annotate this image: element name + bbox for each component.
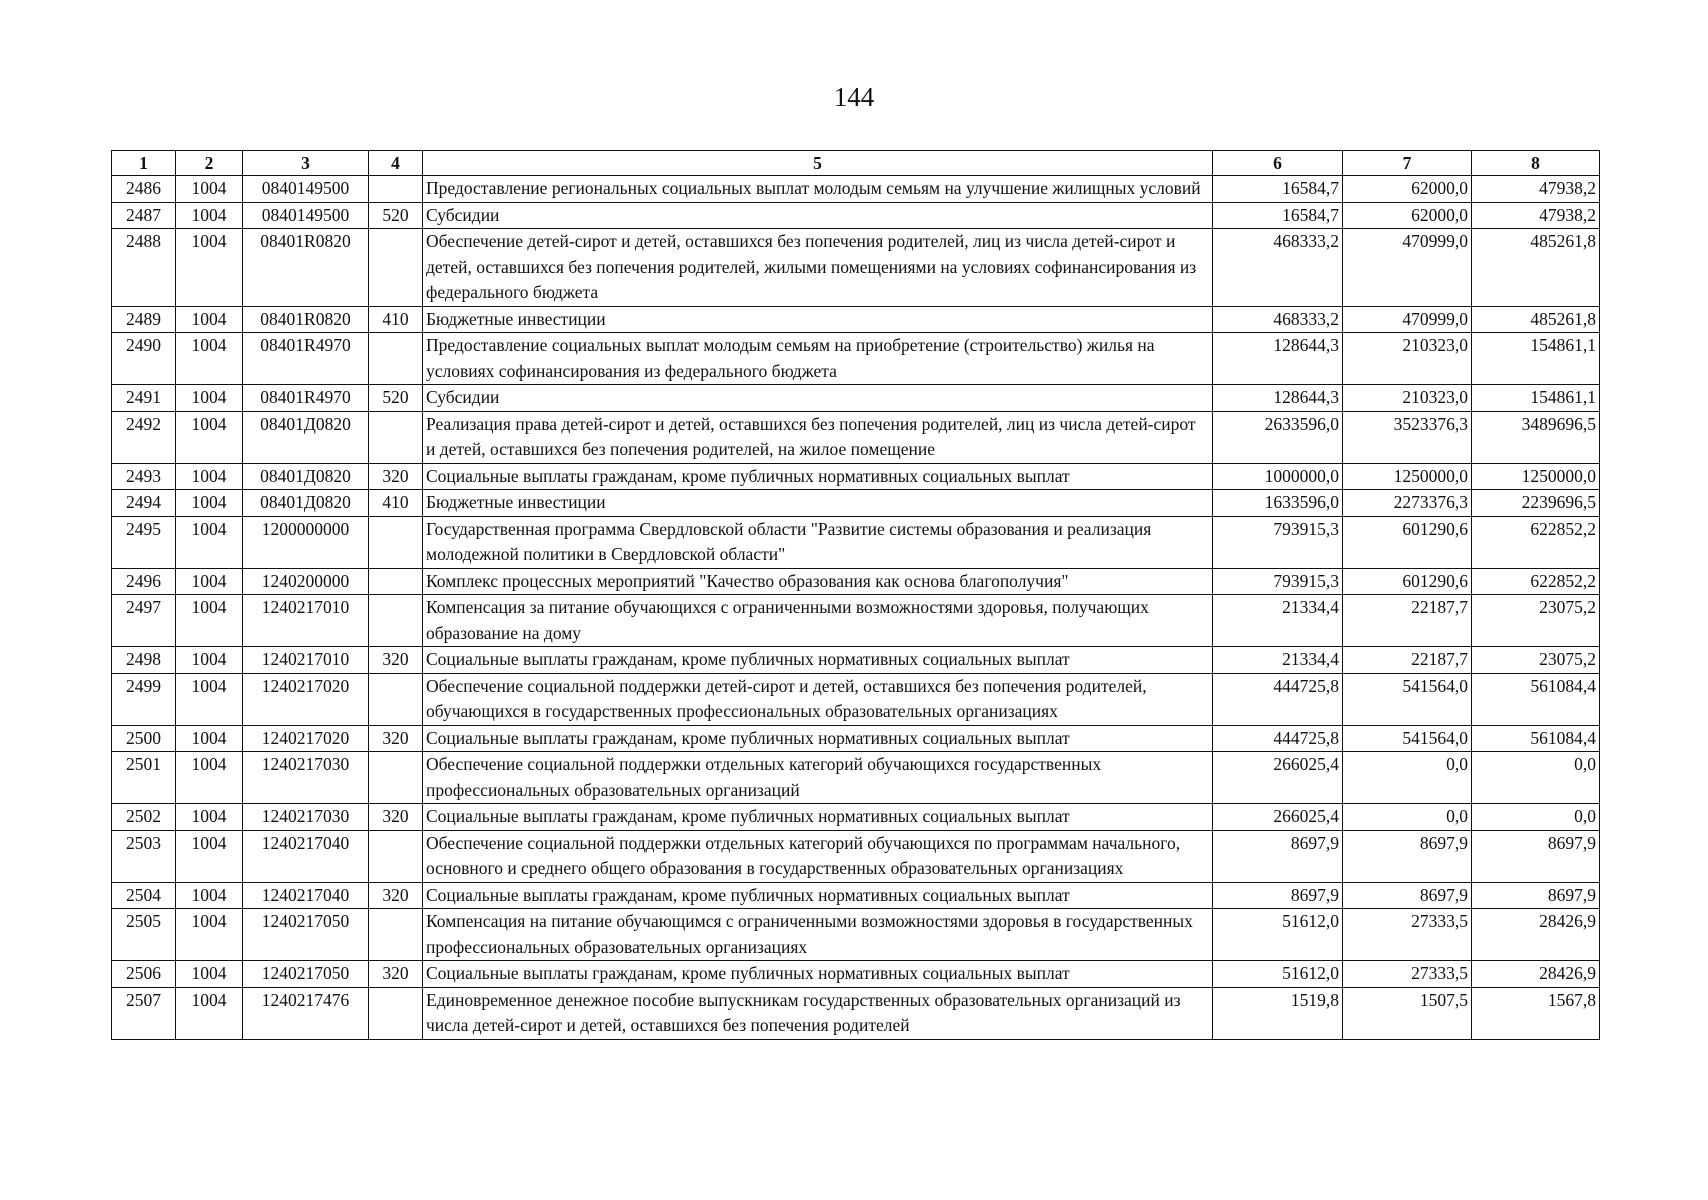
table-row	[112, 229, 1600, 307]
row-number-cell: 2498	[112, 647, 176, 674]
column-header-7: 7	[1343, 151, 1472, 176]
amount-col7-cell: 27333,5	[1343, 909, 1472, 961]
amount-col7-cell: 22187,7	[1343, 647, 1472, 674]
section-code-cell: 1004	[176, 568, 243, 595]
target-code-cell: 08401R0820	[243, 229, 369, 307]
table-row	[112, 987, 1600, 1039]
amount-col8-cell: 0,0	[1472, 804, 1600, 831]
expense-type-cell	[369, 516, 423, 568]
target-code-cell: 0840149500	[243, 202, 369, 229]
row-number-cell: 2506	[112, 961, 176, 988]
expense-type-cell: 520	[369, 202, 423, 229]
expense-type-cell: 320	[369, 725, 423, 752]
target-code-cell: 1240217020	[243, 725, 369, 752]
target-code-cell: 0840149500	[243, 176, 369, 203]
description-cell: Компенсация за питание обучающихся с ограниченными возможностями здоровья, получающих образование на дому	[423, 595, 1213, 647]
row-number-cell: 2504	[112, 882, 176, 909]
amount-col7-cell: 8697,9	[1343, 882, 1472, 909]
column-header-8: 8	[1472, 151, 1600, 176]
amount-col6-cell: 8697,9	[1213, 830, 1343, 882]
amount-col7-cell: 8697,9	[1343, 830, 1472, 882]
row-number-cell: 2489	[112, 306, 176, 333]
description-cell: Социальные выплаты гражданам, кроме публичных нормативных социальных выплат	[423, 882, 1213, 909]
description-cell: Обеспечение социальной поддержки отдельных категорий обучающихся по программам начального, основного и среднего общего образования в государственных образовательных организациях	[423, 830, 1213, 882]
description-cell: Бюджетные инвестиции	[423, 490, 1213, 517]
amount-col6-cell: 51612,0	[1213, 961, 1343, 988]
table-row	[112, 568, 1600, 595]
table-row	[112, 804, 1600, 831]
target-code-cell: 1240217030	[243, 804, 369, 831]
section-code-cell: 1004	[176, 909, 243, 961]
column-header-4: 4	[369, 151, 423, 176]
row-number-cell: 2507	[112, 987, 176, 1039]
row-number-cell: 2487	[112, 202, 176, 229]
section-code-cell: 1004	[176, 987, 243, 1039]
amount-col6-cell: 468333,2	[1213, 306, 1343, 333]
amount-col6-cell: 16584,7	[1213, 176, 1343, 203]
amount-col7-cell: 601290,6	[1343, 568, 1472, 595]
header-row	[112, 151, 1600, 176]
amount-col7-cell: 1250000,0	[1343, 463, 1472, 490]
description-cell: Обеспечение детей-сирот и детей, оставшихся без попечения родителей, лиц из числа детей-сирот и детей, оставшихся без попечения родителей, жилыми помещениями на условиях софинансирования из федерального бюджета	[423, 229, 1213, 307]
expense-type-cell: 410	[369, 490, 423, 517]
target-code-cell: 08401Д0820	[243, 463, 369, 490]
amount-col7-cell: 3523376,3	[1343, 411, 1472, 463]
description-cell: Обеспечение социальной поддержки отдельных категорий обучающихся государственных профессиональных образовательных организаций	[423, 752, 1213, 804]
expense-type-cell	[369, 176, 423, 203]
expense-type-cell	[369, 909, 423, 961]
target-code-cell: 1240217010	[243, 595, 369, 647]
table-body	[112, 176, 1600, 1040]
amount-col7-cell: 210323,0	[1343, 385, 1472, 412]
amount-col6-cell: 444725,8	[1213, 725, 1343, 752]
target-code-cell: 08401Д0820	[243, 411, 369, 463]
target-code-cell: 1240217040	[243, 830, 369, 882]
section-code-cell: 1004	[176, 463, 243, 490]
amount-col6-cell: 1519,8	[1213, 987, 1343, 1039]
table-row	[112, 490, 1600, 517]
expense-type-cell	[369, 673, 423, 725]
amount-col8-cell: 47938,2	[1472, 202, 1600, 229]
expense-type-cell: 410	[369, 306, 423, 333]
page-number: 144	[833, 82, 875, 112]
amount-col7-cell: 210323,0	[1343, 333, 1472, 385]
amount-col7-cell: 470999,0	[1343, 306, 1472, 333]
description-cell: Социальные выплаты гражданам, кроме публичных нормативных социальных выплат	[423, 463, 1213, 490]
budget-table	[111, 150, 1600, 1040]
row-number-cell: 2501	[112, 752, 176, 804]
table-row	[112, 202, 1600, 229]
amount-col8-cell: 154861,1	[1472, 333, 1600, 385]
expense-type-cell: 320	[369, 961, 423, 988]
table-row	[112, 385, 1600, 412]
amount-col6-cell: 266025,4	[1213, 804, 1343, 831]
amount-col6-cell: 444725,8	[1213, 673, 1343, 725]
amount-col8-cell: 1250000,0	[1472, 463, 1600, 490]
amount-col8-cell: 485261,8	[1472, 229, 1600, 307]
section-code-cell: 1004	[176, 804, 243, 831]
row-number-cell: 2502	[112, 804, 176, 831]
target-code-cell: 08401R0820	[243, 306, 369, 333]
row-number-cell: 2500	[112, 725, 176, 752]
description-cell: Социальные выплаты гражданам, кроме публичных нормативных социальных выплат	[423, 725, 1213, 752]
description-cell: Субсидии	[423, 385, 1213, 412]
target-code-cell: 1240217040	[243, 882, 369, 909]
section-code-cell: 1004	[176, 752, 243, 804]
amount-col8-cell: 154861,1	[1472, 385, 1600, 412]
amount-col6-cell: 16584,7	[1213, 202, 1343, 229]
amount-col8-cell: 23075,2	[1472, 595, 1600, 647]
section-code-cell: 1004	[176, 229, 243, 307]
target-code-cell: 08401R4970	[243, 385, 369, 412]
row-number-cell: 2496	[112, 568, 176, 595]
amount-col8-cell: 622852,2	[1472, 516, 1600, 568]
row-number-cell: 2490	[112, 333, 176, 385]
amount-col6-cell: 1000000,0	[1213, 463, 1343, 490]
amount-col8-cell: 8697,9	[1472, 882, 1600, 909]
table-row	[112, 882, 1600, 909]
section-code-cell: 1004	[176, 647, 243, 674]
description-cell: Обеспечение социальной поддержки детей-сирот и детей, оставшихся без попечения родителей, обучающихся в государственных профессиональных образовательных организациях	[423, 673, 1213, 725]
description-cell: Социальные выплаты гражданам, кроме публичных нормативных социальных выплат	[423, 647, 1213, 674]
row-number-cell: 2488	[112, 229, 176, 307]
amount-col6-cell: 128644,3	[1213, 385, 1343, 412]
expense-type-cell: 320	[369, 647, 423, 674]
table-row	[112, 411, 1600, 463]
amount-col7-cell: 0,0	[1343, 752, 1472, 804]
column-header-3: 3	[243, 151, 369, 176]
section-code-cell: 1004	[176, 725, 243, 752]
target-code-cell: 1240217030	[243, 752, 369, 804]
amount-col6-cell: 21334,4	[1213, 595, 1343, 647]
expense-type-cell	[369, 752, 423, 804]
table-row	[112, 176, 1600, 203]
row-number-cell: 2503	[112, 830, 176, 882]
amount-col7-cell: 62000,0	[1343, 176, 1472, 203]
expense-type-cell: 320	[369, 804, 423, 831]
description-cell: Государственная программа Свердловской области "Развитие системы образования и реализация молодежной политики в Свердловской области"	[423, 516, 1213, 568]
amount-col8-cell: 561084,4	[1472, 673, 1600, 725]
description-cell: Единовременное денежное пособие выпускникам государственных образовательных организаций из числа детей-сирот и детей, оставшихся без попечения родителей	[423, 987, 1213, 1039]
row-number-cell: 2505	[112, 909, 176, 961]
amount-col8-cell: 23075,2	[1472, 647, 1600, 674]
section-code-cell: 1004	[176, 306, 243, 333]
section-code-cell: 1004	[176, 516, 243, 568]
amount-col8-cell: 3489696,5	[1472, 411, 1600, 463]
amount-col6-cell: 128644,3	[1213, 333, 1343, 385]
section-code-cell: 1004	[176, 385, 243, 412]
amount-col6-cell: 2633596,0	[1213, 411, 1343, 463]
column-header-1: 1	[112, 151, 176, 176]
amount-col6-cell: 1633596,0	[1213, 490, 1343, 517]
amount-col8-cell: 28426,9	[1472, 909, 1600, 961]
amount-col8-cell: 28426,9	[1472, 961, 1600, 988]
target-code-cell: 1240217010	[243, 647, 369, 674]
amount-col8-cell: 1567,8	[1472, 987, 1600, 1039]
amount-col8-cell: 622852,2	[1472, 568, 1600, 595]
row-number-cell: 2493	[112, 463, 176, 490]
amount-col7-cell: 541564,0	[1343, 673, 1472, 725]
amount-col8-cell: 485261,8	[1472, 306, 1600, 333]
expense-type-cell	[369, 229, 423, 307]
section-code-cell: 1004	[176, 673, 243, 725]
expense-type-cell: 520	[369, 385, 423, 412]
target-code-cell: 08401Д0820	[243, 490, 369, 517]
row-number-cell: 2495	[112, 516, 176, 568]
amount-col8-cell: 0,0	[1472, 752, 1600, 804]
amount-col7-cell: 62000,0	[1343, 202, 1472, 229]
amount-col8-cell: 561084,4	[1472, 725, 1600, 752]
row-number-cell: 2486	[112, 176, 176, 203]
table-row	[112, 516, 1600, 568]
column-header-5: 5	[423, 151, 1213, 176]
amount-col6-cell: 8697,9	[1213, 882, 1343, 909]
description-cell: Предоставление региональных социальных выплат молодым семьям на улучшение жилищных условий	[423, 176, 1213, 203]
table-row	[112, 306, 1600, 333]
amount-col6-cell: 793915,3	[1213, 516, 1343, 568]
row-number-cell: 2497	[112, 595, 176, 647]
amount-col8-cell: 8697,9	[1472, 830, 1600, 882]
amount-col6-cell: 21334,4	[1213, 647, 1343, 674]
section-code-cell: 1004	[176, 202, 243, 229]
amount-col7-cell: 470999,0	[1343, 229, 1472, 307]
section-code-cell: 1004	[176, 882, 243, 909]
target-code-cell: 1240217050	[243, 909, 369, 961]
table-row	[112, 333, 1600, 385]
section-code-cell: 1004	[176, 830, 243, 882]
expense-type-cell	[369, 830, 423, 882]
expense-type-cell: 320	[369, 882, 423, 909]
description-cell: Социальные выплаты гражданам, кроме публичных нормативных социальных выплат	[423, 804, 1213, 831]
expense-type-cell	[369, 568, 423, 595]
target-code-cell: 1240217020	[243, 673, 369, 725]
target-code-cell: 08401R4970	[243, 333, 369, 385]
table-row	[112, 647, 1600, 674]
amount-col7-cell: 1507,5	[1343, 987, 1472, 1039]
description-cell: Субсидии	[423, 202, 1213, 229]
amount-col6-cell: 793915,3	[1213, 568, 1343, 595]
section-code-cell: 1004	[176, 333, 243, 385]
target-code-cell: 1240217476	[243, 987, 369, 1039]
expense-type-cell	[369, 411, 423, 463]
description-cell: Предоставление социальных выплат молодым семьям на приобретение (строительство) жилья на условиях софинансирования из федерального бюджета	[423, 333, 1213, 385]
description-cell: Компенсация на питание обучающимся с ограниченными возможностями здоровья в государственных профессиональных образовательных организациях	[423, 909, 1213, 961]
description-cell: Реализация права детей-сирот и детей, оставшихся без попечения родителей, лиц из числа детей-сирот и детей, оставшихся без попечения родителей, на жилое помещение	[423, 411, 1213, 463]
expense-type-cell: 320	[369, 463, 423, 490]
row-number-cell: 2491	[112, 385, 176, 412]
amount-col7-cell: 0,0	[1343, 804, 1472, 831]
table-row	[112, 595, 1600, 647]
amount-col7-cell: 27333,5	[1343, 961, 1472, 988]
description-cell: Комплекс процессных мероприятий "Качество образования как основа благополучия"	[423, 568, 1213, 595]
section-code-cell: 1004	[176, 595, 243, 647]
table-row	[112, 961, 1600, 988]
target-code-cell: 1240217050	[243, 961, 369, 988]
expense-type-cell	[369, 333, 423, 385]
amount-col7-cell: 2273376,3	[1343, 490, 1472, 517]
table-row	[112, 909, 1600, 961]
column-header-2: 2	[176, 151, 243, 176]
section-code-cell: 1004	[176, 411, 243, 463]
table-row	[112, 830, 1600, 882]
column-header-6: 6	[1213, 151, 1343, 176]
expense-type-cell	[369, 987, 423, 1039]
table-row	[112, 752, 1600, 804]
table-row	[112, 673, 1600, 725]
target-code-cell: 1200000000	[243, 516, 369, 568]
table-row	[112, 463, 1600, 490]
target-code-cell: 1240200000	[243, 568, 369, 595]
section-code-cell: 1004	[176, 490, 243, 517]
amount-col8-cell: 47938,2	[1472, 176, 1600, 203]
row-number-cell: 2499	[112, 673, 176, 725]
section-code-cell: 1004	[176, 961, 243, 988]
table-row	[112, 725, 1600, 752]
row-number-cell: 2492	[112, 411, 176, 463]
row-number-cell: 2494	[112, 490, 176, 517]
section-code-cell: 1004	[176, 176, 243, 203]
amount-col6-cell: 468333,2	[1213, 229, 1343, 307]
amount-col6-cell: 266025,4	[1213, 752, 1343, 804]
expense-type-cell	[369, 595, 423, 647]
amount-col8-cell: 2239696,5	[1472, 490, 1600, 517]
description-cell: Бюджетные инвестиции	[423, 306, 1213, 333]
amount-col7-cell: 22187,7	[1343, 595, 1472, 647]
amount-col7-cell: 541564,0	[1343, 725, 1472, 752]
amount-col6-cell: 51612,0	[1213, 909, 1343, 961]
description-cell: Социальные выплаты гражданам, кроме публичных нормативных социальных выплат	[423, 961, 1213, 988]
amount-col7-cell: 601290,6	[1343, 516, 1472, 568]
